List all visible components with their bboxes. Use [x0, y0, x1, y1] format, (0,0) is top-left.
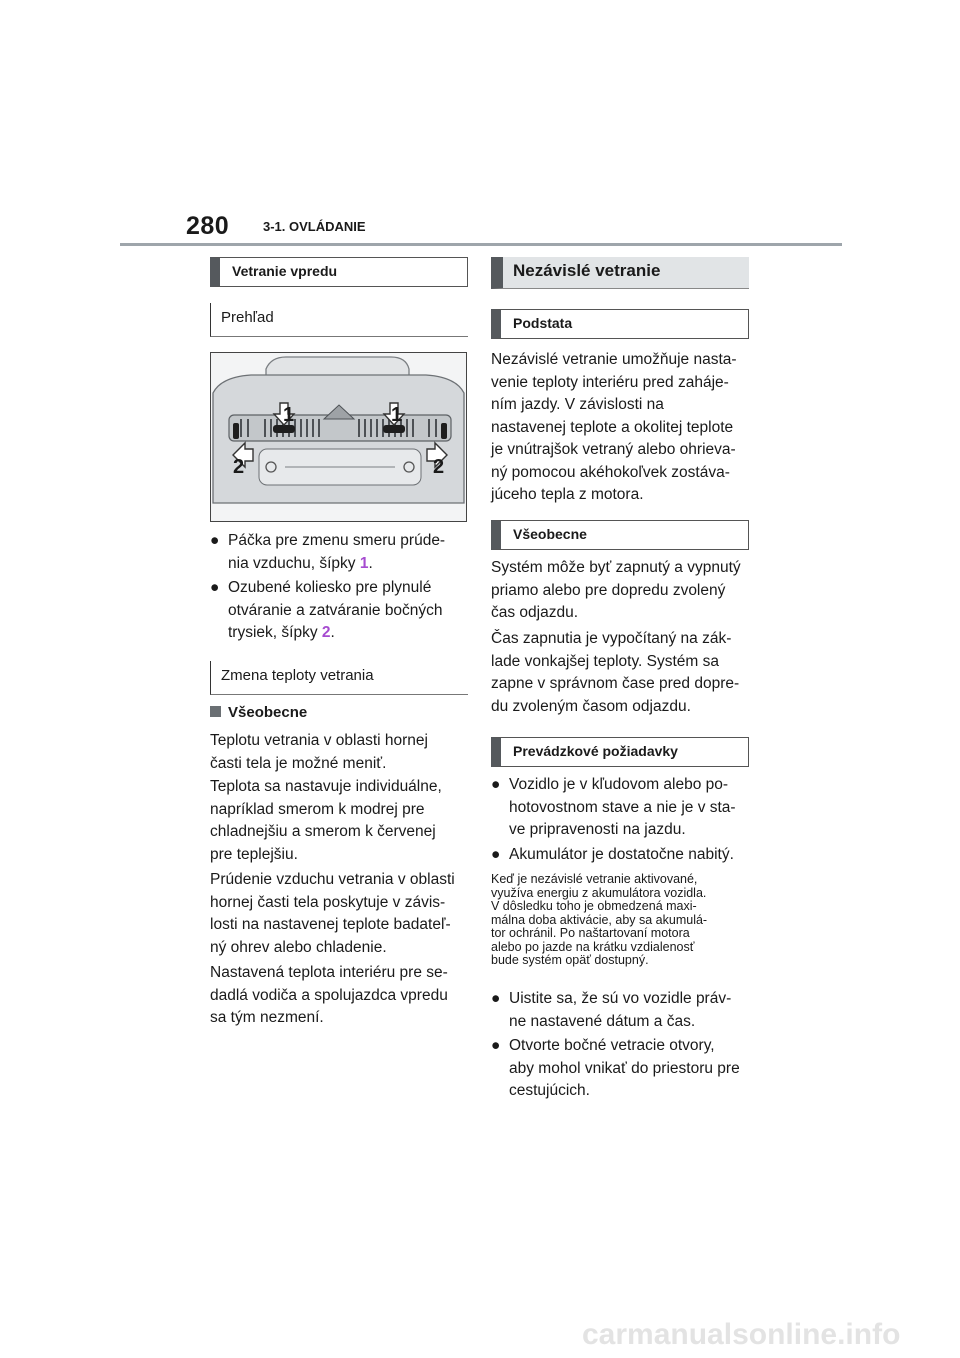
bullet-item: ● Akumulátor je dostatočne nabitý.	[491, 844, 771, 867]
bullet-dot-icon: ●	[491, 990, 501, 1007]
figure-label-2-left: 2	[233, 456, 245, 478]
box-heading-operating-requirements: Prevádzkové požiadavky	[491, 737, 749, 767]
bullet-dot-icon: ●	[491, 846, 501, 863]
box-heading-principle: Podstata	[491, 309, 749, 339]
figure-label-1-right: 1	[391, 404, 403, 426]
bullet-dot-icon: ●	[210, 579, 220, 596]
note-text: Keď je nezávislé vetranie aktivované, využíva energiu z akumulátora vozidla. V dôsledku toho je obmedzená maxi- málna doba aktivácie, aby sa akumulá- tor ochránil. Po naštartovaní motora alebo po jazde na krátku vzdialenosť bude systém opäť dostupný.	[491, 872, 708, 967]
page-number: 280	[186, 212, 230, 240]
figure-ref-1: 1	[359, 554, 369, 572]
figure-label-2-right: 2	[433, 456, 445, 478]
paragraph: Čas zapnutia je vypočítaný na zák- lade vonkajšej teploty. Systém sa zapne v správnom čase pred dopre- du zvoleným časom odjazdu.	[491, 630, 740, 715]
paragraph: Prúdenie vzduchu vetrania v oblasti hornej časti tela poskytuje v závis- losti na nastavenej teplote badateľ- ný ohrev alebo chladenie.	[210, 871, 455, 956]
general-heading: Všeobecne	[210, 704, 307, 721]
paragraph: Teplotu vetrania v oblasti hornej časti tela je možné meniť.	[210, 732, 428, 772]
bullet-item: ● Ozubené koliesko pre plynulé otváranie a zatváranie bočných trysiek, šípky 2.	[210, 579, 443, 641]
square-bullet-icon	[210, 706, 221, 717]
bullet-dot-icon: ●	[491, 1037, 501, 1054]
paragraph: Teplota sa nastavuje individuálne, napríklad smerom k modrej pre chladnejšiu a smerom k červenej pre teplejšiu.	[210, 778, 442, 863]
figure-label-1-left: 1	[283, 404, 295, 426]
paragraph: Systém môže byť zapnutý a vypnutý priamo alebo pre dopredu zvolený čas odjazdu.	[491, 559, 741, 621]
figure-ref-2: 2	[321, 624, 331, 641]
dashboard-vents-figure	[210, 352, 467, 522]
header-rule	[120, 243, 842, 246]
box-heading-general: Všeobecne	[491, 520, 749, 550]
dashboard-vents-illustration	[211, 353, 466, 521]
watermark: carmanualsonline.info	[582, 1318, 901, 1351]
bullet-item: ● Vozidlo je v kľudovom alebo po- hotovostnom stave a nie je v sta- ve pripravenosti na jazdu.	[491, 776, 736, 838]
bullet-item: ● Otvorte bočné vetracie otvory, aby mohol vnikať do priestoru pre cestujúcich.	[491, 1037, 740, 1099]
subheading-temperature-change: Zmena teploty vetrania	[210, 661, 468, 695]
bullet-dot-icon: ●	[491, 776, 501, 793]
paragraph: Nastavená teplota interiéru pre se- dadlá vodiča a spolujazdca vpredu sa tým nezmení.	[210, 964, 448, 1026]
chapter-title: 3-1. OVLÁDANIE	[263, 219, 366, 234]
subheading-overview: Prehľad	[210, 303, 468, 337]
paragraph: Nezávislé vetranie umožňuje nasta- venie teploty interiéru pred zaháje- ním jazdy. V závislosti na nastavenej teplote a okolitej teplote je vnútrajšok vetraný alebo ohrieva- ný pomocou akéhokoľvek zostáva- júceho tepla z motora.	[491, 351, 737, 503]
section-heading-independent-ventilation: Nezávislé vetranie	[491, 257, 749, 289]
bullet-item: ● Páčka pre zmenu smeru prúde- nia vzduchu, šípky 1.	[210, 532, 446, 572]
section-heading-front-ventilation: Vetranie vpredu	[210, 257, 468, 287]
bullet-dot-icon: ●	[210, 532, 220, 549]
bullet-item: ● Uistite sa, že sú vo vozidle práv- ne nastavené dátum a čas.	[491, 990, 732, 1030]
